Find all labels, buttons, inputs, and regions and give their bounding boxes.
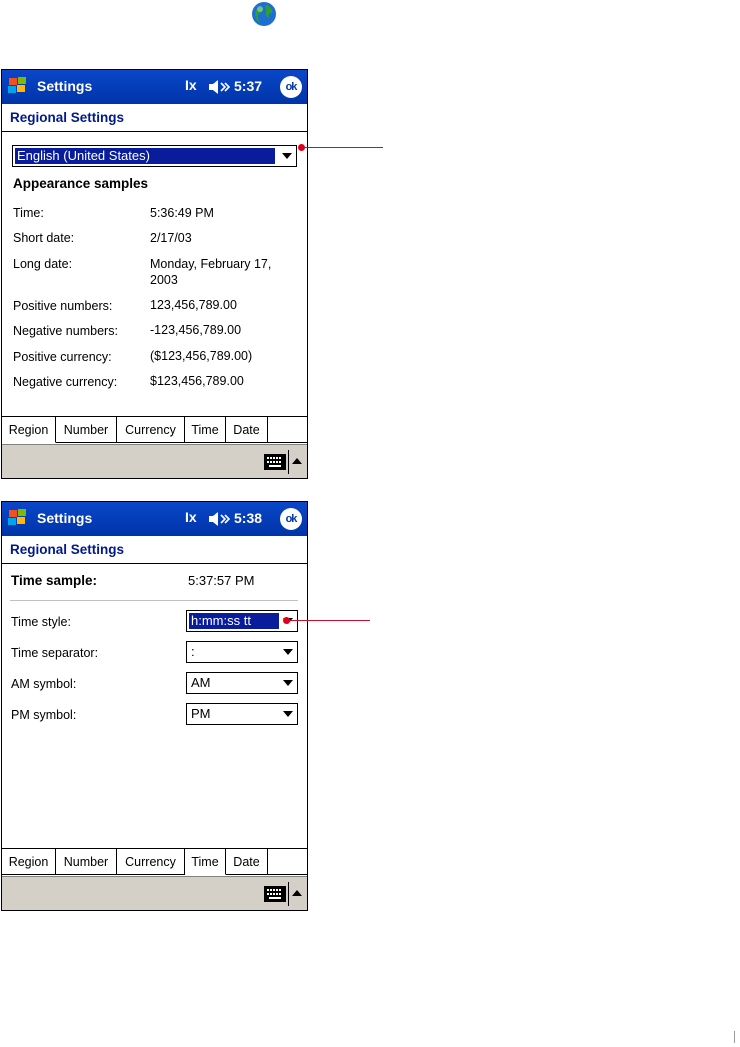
region-select-value: English (United States) — [15, 148, 275, 164]
chevron-down-icon[interactable] — [283, 711, 293, 717]
header-divider — [2, 563, 307, 564]
connectivity-icon[interactable]: Ix — [185, 77, 197, 93]
tab-strip-filler — [268, 417, 307, 443]
tab-currency[interactable]: Currency — [117, 417, 185, 443]
clock[interactable]: 5:37 — [234, 78, 263, 94]
tab-strip — [2, 416, 307, 444]
field-label: Time style: — [11, 615, 71, 629]
sip-arrow-up-icon[interactable] — [292, 890, 302, 896]
header-divider — [2, 131, 307, 132]
sample-value: $123,456,789.00 — [150, 374, 244, 388]
section-divider — [10, 600, 298, 601]
pm-symbol-value: PM — [191, 706, 211, 721]
windows-start-icon[interactable] — [5, 505, 33, 533]
sample-value: ($123,456,789.00) — [150, 349, 253, 363]
page-title: Regional Settings — [10, 542, 125, 557]
title-bar — [2, 502, 307, 536]
page-title: Regional Settings — [10, 110, 125, 125]
globe-icon — [251, 1, 277, 27]
tab-number[interactable]: Number — [56, 417, 117, 443]
sample-label: Time: — [13, 206, 44, 220]
ok-button[interactable]: ok — [280, 508, 302, 530]
keyboard-icon[interactable] — [264, 886, 286, 902]
windows-start-icon[interactable] — [5, 73, 33, 101]
tab-currency[interactable]: Currency — [117, 849, 185, 875]
tab-date[interactable]: Date — [226, 417, 268, 443]
chevron-down-icon[interactable] — [283, 649, 293, 655]
speaker-muted-icon[interactable] — [208, 511, 230, 527]
sample-value: 2/17/03 — [150, 231, 192, 245]
sample-label: Negative currency: — [13, 375, 118, 389]
time-separator-value: : — [191, 644, 195, 659]
tab-time[interactable]: Time — [185, 417, 226, 443]
sample-label: Long date: — [13, 257, 73, 271]
am-symbol-select[interactable] — [186, 672, 298, 694]
sip-separator — [288, 882, 289, 906]
appearance-samples-heading: Appearance samples — [13, 176, 149, 191]
sip-arrow-up-icon[interactable] — [292, 458, 302, 464]
chevron-down-icon[interactable] — [283, 680, 293, 686]
sip-separator — [288, 450, 289, 474]
callout-dot — [298, 144, 305, 151]
sample-label: Short date: — [13, 231, 75, 245]
sample-value: Monday, February 17, 2003 — [150, 257, 272, 287]
time-sample-label: Time sample: — [11, 573, 98, 588]
tab-region[interactable]: Region — [2, 417, 56, 443]
sample-value: -123,456,789.00 — [150, 323, 242, 337]
callout-line — [290, 620, 370, 621]
field-label: PM symbol: — [11, 708, 77, 722]
sample-label: Positive currency: — [13, 350, 112, 364]
time-separator-select[interactable] — [186, 641, 298, 663]
device-screen-region — [1, 69, 308, 479]
menu-bar — [2, 444, 307, 479]
time-style-value: h:mm:ss tt — [189, 613, 279, 629]
device-screen-time — [1, 501, 308, 911]
sample-value: 5:36:49 PM — [150, 206, 214, 220]
menu-bar — [2, 876, 307, 911]
sample-value: 123,456,789.00 — [150, 298, 237, 312]
region-select[interactable] — [12, 145, 297, 167]
time-sample-value: 5:37:57 PM — [188, 573, 255, 588]
pm-symbol-select[interactable] — [186, 703, 298, 725]
tab-strip-filler — [268, 849, 307, 875]
am-symbol-value: AM — [191, 675, 211, 690]
field-label: AM symbol: — [11, 677, 77, 691]
tab-number[interactable]: Number — [56, 849, 117, 875]
tab-time[interactable]: Time — [185, 849, 226, 875]
tab-region[interactable]: Region — [2, 849, 56, 875]
callout-line — [303, 147, 383, 148]
tab-date[interactable]: Date — [226, 849, 268, 875]
window-title: Settings — [37, 510, 93, 526]
title-bar — [2, 70, 307, 104]
field-label: Time separator: — [11, 646, 99, 660]
tab-strip — [2, 848, 307, 876]
page-edge-mark — [734, 1031, 735, 1043]
connectivity-icon[interactable]: Ix — [185, 509, 197, 525]
chevron-down-icon[interactable] — [282, 153, 292, 159]
sample-label: Negative numbers: — [13, 324, 118, 338]
window-title: Settings — [37, 78, 93, 94]
time-style-select[interactable] — [186, 610, 298, 632]
sample-label: Positive numbers: — [13, 299, 113, 313]
clock[interactable]: 5:38 — [234, 510, 263, 526]
callout-dot — [283, 617, 290, 624]
ok-button[interactable]: ok — [280, 76, 302, 98]
speaker-muted-icon[interactable] — [208, 79, 230, 95]
keyboard-icon[interactable] — [264, 454, 286, 470]
